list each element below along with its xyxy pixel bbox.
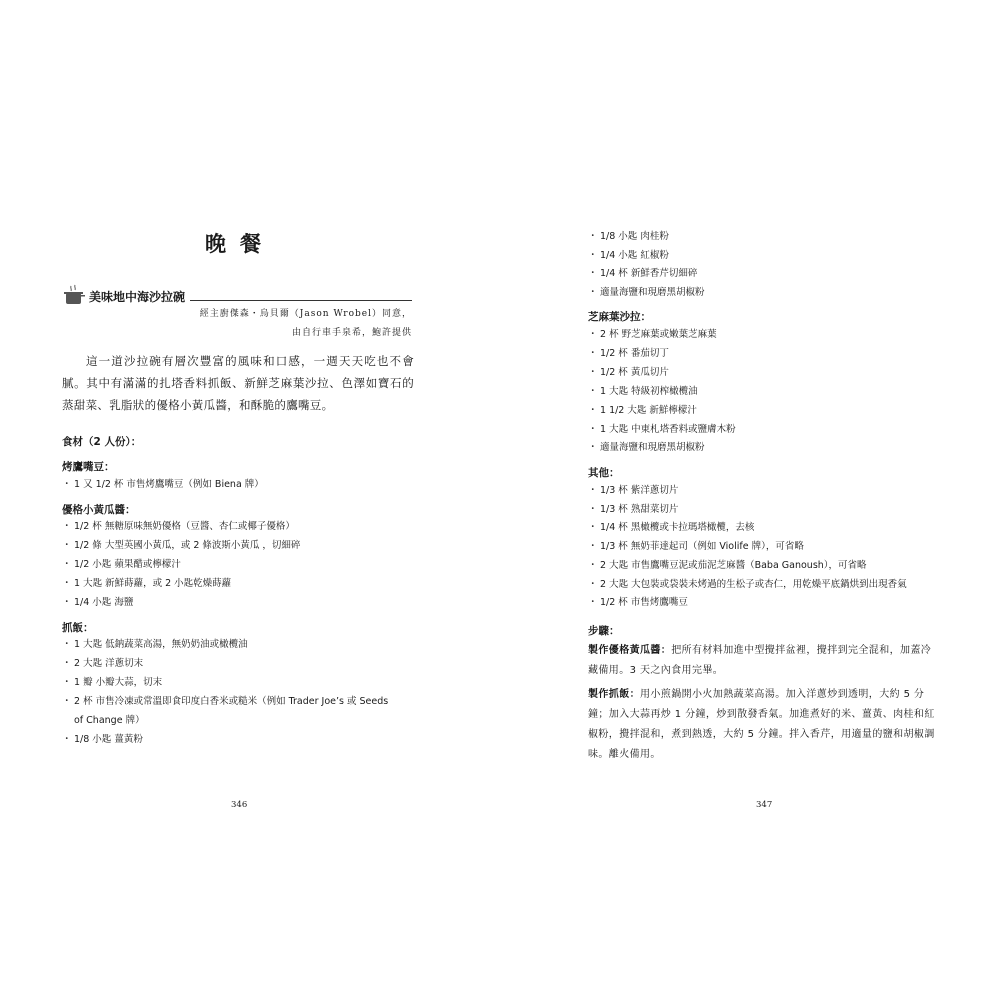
- list-item: ・ 1/2 杯 市售烤鷹嘴豆: [588, 597, 688, 608]
- credit-line: 經主廚傑森・烏貝爾（Jason Wrobel）同意，: [199, 309, 412, 319]
- list-item-continued: of Change 牌）: [74, 715, 145, 726]
- list-item: ・ 2 大匙 大包裝或袋裝未烤過的生松子或杏仁，用乾燥平底鍋烘到出現香氣: [588, 579, 907, 590]
- chapter-title: 晚餐: [205, 231, 275, 256]
- step-label: 製作抓飯：: [588, 689, 640, 700]
- list-item: ・ 1/2 杯 番茄切丁: [588, 348, 669, 359]
- list-item: ・ 適量海鹽和現磨黑胡椒粉: [588, 287, 705, 298]
- list-item: ・ 1/3 杯 無奶菲達起司（例如 Violife 牌），可省略: [588, 541, 804, 552]
- steps-heading: 步驟：: [588, 625, 620, 637]
- list-item: ・ 1/4 杯 黑橄欖或卡拉瑪塔橄欖，去核: [588, 522, 755, 533]
- list-item: ・ 1 又 1/2 杯 市售烤鷹嘴豆（例如 Biena 牌）: [62, 479, 264, 490]
- credit-line: 由自行車手泉希，鮑許提供: [291, 328, 412, 338]
- other-heading: 其他：: [588, 467, 620, 479]
- list-item: ・ 1 瓣 小瓣大蒜，切末: [62, 677, 163, 688]
- list-item: ・ 1/2 杯 無糖原味無奶優格（豆醬、杏仁或椰子優格）: [62, 521, 295, 532]
- title-rule: [190, 300, 412, 301]
- right-page: [500, 0, 1000, 1000]
- list-item: ・ 2 大匙 市售鷹嘴豆泥或茄泥芝麻醬（Baba Ganoush），可省略: [588, 560, 867, 571]
- recipe-header: [62, 284, 412, 306]
- list-item: ・ 1 大匙 特級初榨橄欖油: [588, 386, 698, 397]
- step-label: 製作優格黃瓜醬：: [588, 645, 672, 656]
- list-item: ・ 1 大匙 低鈉蔬菜高湯，無奶奶油或橄欖油: [62, 639, 248, 650]
- list-item: ・ 1/8 小匙 薑黃粉: [62, 734, 143, 745]
- page-number: 347: [756, 800, 773, 810]
- chickpeas-heading: 烤鷹嘴豆：: [62, 461, 115, 473]
- list-item: ・ 2 大匙 洋蔥切末: [62, 658, 144, 669]
- list-item: ・ 1/2 小匙 蘋果醋或檸檬汁: [62, 559, 181, 570]
- list-item: ・ 適量海鹽和現磨黑胡椒粉: [588, 442, 705, 453]
- list-item: ・ 2 杯 市售冷凍或常溫即食印度白香米或糙米（例如 Trader Joe’s 或 Seeds: [62, 696, 389, 707]
- yogurt-sauce-heading: 優格小黃瓜醬：: [62, 504, 136, 516]
- list-item: ・ 1 大匙 中東札塔香料或鹽膚木粉: [588, 424, 736, 435]
- list-item: ・ 1/2 杯 黃瓜切片: [588, 367, 669, 378]
- cooking-pot-icon: [62, 284, 86, 306]
- pilaf-heading: 抓飯：: [62, 622, 94, 634]
- list-item: ・ 1/3 杯 紫洋蔥切片: [588, 485, 679, 496]
- list-item: ・ 1/4 小匙 紅椒粉: [588, 250, 669, 261]
- list-item: ・ 1/4 杯 新鮮香芹切細碎: [588, 268, 698, 279]
- list-item: ・ 2 杯 野芝麻葉或嫩葉芝麻葉: [588, 329, 717, 340]
- list-item: ・ 1/8 小匙 肉桂粉: [588, 231, 669, 242]
- arugula-salad-heading: 芝麻葉沙拉：: [588, 311, 651, 323]
- step-yogurt-sauce: 製作優格黃瓜醬：把所有材料加進中型攪拌盆裡，攪拌到完全混和，加蓋冷 藏備用。3 天之內食用完畢。: [588, 645, 932, 676]
- ingredients-heading: 食材（2 人份）：: [62, 436, 142, 448]
- page-number: 346: [231, 800, 248, 810]
- list-item: ・ 1/3 杯 熟甜菜切片: [588, 504, 679, 515]
- list-item: ・ 1/2 條 大型英國小黃瓜，或 2 條波斯小黃瓜 ，切細碎: [62, 540, 301, 551]
- list-item: ・ 1/4 小匙 海鹽: [62, 597, 134, 608]
- step-pilaf: 製作抓飯：用小煎鍋開小火加熱蔬菜高湯。加入洋蔥炒到透明，大約 5 分 鐘；加入大蒜再炒 1 分鐘，炒到散發香氣。加進煮好的米、薑黃、肉桂和紅 椒粉，攪拌混和，煮到熱透，大約 5 分鐘。拌入香芹，用適量的鹽和胡椒調 味。離火備用。: [588, 689, 935, 760]
- intro-paragraph: 這一道沙拉碗有層次豐富的風味和口感，一週天天吃也不會膩。其中有滿滿的扎塔香料抓飯、新鮮芝麻葉沙拉、色澤如寶石的蒸甜菜、乳脂狀的優格小黃瓜醬，和酥脆的鷹嘴豆。: [62, 354, 414, 412]
- list-item: ・ 1 1/2 大匙 新鮮檸檬汁: [588, 405, 697, 416]
- recipe-title: 美味地中海沙拉碗: [89, 290, 186, 304]
- list-item: ・ 1 大匙 新鮮蒔蘿，或 2 小匙乾燥蒔蘿: [62, 578, 232, 589]
